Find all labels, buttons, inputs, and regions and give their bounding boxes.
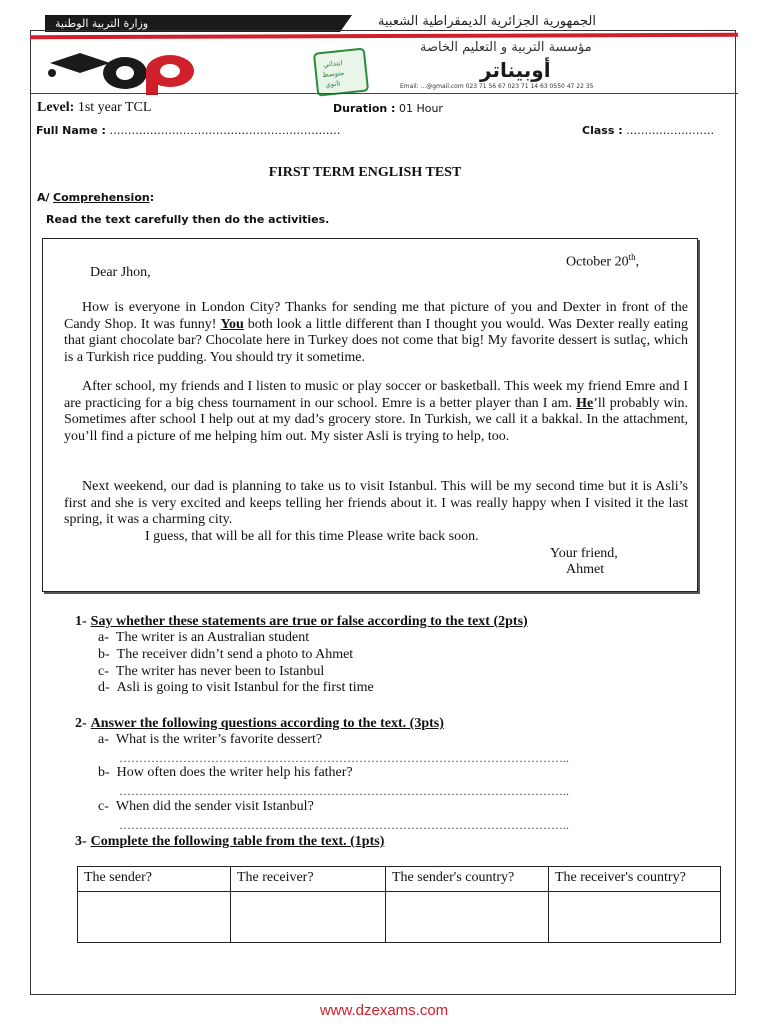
- level-value: 1st year TCL: [77, 100, 152, 115]
- p2-start: After school, my friends and I listen to music or play soccer or basketball. This week my friend Emre and I are practicing for a big chess tournament in our school. Emre is a better player than I am.: [64, 379, 688, 411]
- section-a-title: Comprehension: [53, 191, 150, 204]
- republic-text: الجمهورية الجزائرية الديمقراطية الشعبية: [378, 14, 596, 29]
- q1-d-letter: d-: [98, 680, 110, 695]
- header-sender: The sender?: [78, 867, 231, 892]
- footer-link[interactable]: www.dzexams.com: [319, 1002, 449, 1019]
- school-logo-icon: [40, 45, 210, 95]
- q2-answer-line-c[interactable]: …………………………………………………………………………………………………..: [119, 818, 569, 832]
- q2-a-letter: a-: [98, 732, 109, 747]
- duration-value: 01 Hour: [398, 102, 443, 115]
- letter-signature: Ahmet: [566, 562, 605, 577]
- date-text: October 20: [566, 254, 629, 270]
- q2-b-letter: b-: [98, 765, 110, 780]
- cell-receiver-country[interactable]: [549, 892, 721, 943]
- contact-line: Email: ...@gmail.com 023 71 56 67 023 71 14 63 0550 47 22 35: [400, 83, 594, 90]
- letter-closing: Your friend,: [550, 546, 618, 561]
- q1-b-letter: b-: [98, 647, 110, 662]
- svg-text:ثانوي: ثانوي: [324, 79, 341, 89]
- q2-number: 2-: [75, 716, 87, 731]
- q2-item-b: [98, 765, 353, 781]
- q3-heading: [75, 832, 384, 850]
- q1-item-c: [98, 664, 324, 680]
- p1-you: You: [220, 316, 244, 332]
- q2-answer-line-b[interactable]: …………………………………………………………………………………………………..: [119, 784, 569, 798]
- header-receiver: The receiver?: [231, 867, 386, 892]
- class-field[interactable]: ……………………: [626, 124, 715, 137]
- p2-end: ’ll probably win. Sometimes after school I help out at my dad’s grocery store. In Turkish, we call it a bakkal. In the attachment, you’ll find a picture of me helping him out. My sister Asli is trying to help, too.: [64, 395, 689, 444]
- fullname-label: Full Name :: [36, 124, 106, 137]
- fullname-row: [36, 124, 340, 137]
- section-a-suffix: :: [149, 191, 155, 204]
- q2-b-text: How often does the writer help his father?: [116, 765, 353, 780]
- school-brand: أوبيناتر: [480, 58, 551, 82]
- letter-greeting: Dear Jhon,: [90, 265, 151, 280]
- letter-date: [566, 252, 639, 271]
- duration-label: Duration :: [333, 102, 396, 115]
- header-receiver-country: The receiver's country?: [549, 867, 721, 892]
- q1-heading: [75, 612, 528, 630]
- letter-paragraph-4: I guess, that will be all for this time Please write back soon.: [145, 529, 479, 544]
- school-name: مؤسسة التربية و التعليم الخاصة: [420, 40, 592, 55]
- class-row: [582, 124, 714, 137]
- q2-c-text: When did the sender visit Istanbul?: [115, 799, 314, 814]
- q2-answer-line-a[interactable]: …………………………………………………………………………………………………..: [119, 751, 569, 765]
- section-a-prefix: A/: [37, 191, 50, 204]
- duration-row: [333, 102, 443, 115]
- q3-title: Complete the following table from the text. (1pts): [90, 834, 385, 849]
- info-table: [77, 866, 721, 943]
- q1-d-text: Asli is going to visit Istanbul for the first time: [116, 680, 374, 695]
- table-row: [78, 892, 721, 943]
- svg-text:ابتدائي: ابتدائي: [322, 58, 343, 69]
- q2-c-letter: c-: [98, 799, 109, 814]
- q1-c-letter: c-: [98, 664, 109, 679]
- q1-a-letter: a-: [98, 630, 109, 645]
- letter-paragraph-1: [64, 300, 688, 366]
- ministry-text: وزارة التربية الوطنية: [55, 17, 149, 30]
- q1-item-b: [98, 647, 353, 663]
- p1-start: How is everyone in London City? Thanks for sending me that picture of you and Dexter in front of the Candy Shop. It was funny!: [64, 300, 688, 332]
- q3-number: 3-: [75, 834, 87, 849]
- p2-he: He: [576, 395, 594, 411]
- header-rule: [30, 93, 738, 94]
- date-sup: th: [628, 252, 636, 262]
- level-label: Level:: [37, 100, 75, 115]
- section-a-heading: [37, 191, 154, 204]
- header-sender-country: The sender's country?: [386, 867, 549, 892]
- q2-heading: [75, 714, 444, 732]
- letter-paragraph-2: [64, 379, 688, 445]
- table-header-row: [78, 867, 721, 892]
- q1-item-d: [98, 680, 374, 696]
- q1-c-text: The writer has never been to Istanbul: [115, 664, 325, 679]
- q2-a-text: What is the writer’s favorite dessert?: [115, 732, 323, 747]
- q1-b-text: The receiver didn’t send a photo to Ahmet: [116, 647, 354, 662]
- q2-title: Answer the following questions according to the text. (3pts): [90, 716, 444, 731]
- cell-sender-country[interactable]: [386, 892, 549, 943]
- p1-end: both look a little different than I thought you would. Was Dexter really eating that giant chocolate bar? Chocolate here in Turkey does not come that big! My favorite dessert is sutlaç, which is a Turkish rice pudding. You should try it sometime.: [64, 316, 688, 365]
- fullname-field[interactable]: ………………………………………………………: [109, 124, 341, 137]
- q1-item-a: [98, 630, 309, 646]
- svg-text:متوسط: متوسط: [321, 68, 345, 80]
- section-a-instruction: Read the text carefully then do the activities.: [46, 213, 330, 226]
- q1-number: 1-: [75, 614, 87, 629]
- level-row: [37, 100, 151, 116]
- date-end: ,: [635, 254, 640, 270]
- class-label: Class :: [582, 124, 623, 137]
- q1-title: Say whether these statements are true or false according to the text (2pts): [90, 614, 528, 629]
- letter-paragraph-3: Next weekend, our dad is planning to take us to visit Istanbul. This will be my second time but it is Asli’s first and she is very excited and keeps telling her friends about it. I was really happy when I visited it the last spring, it was a charming city.: [64, 479, 688, 527]
- q2-item-a: [98, 732, 322, 748]
- q1-a-text: The writer is an Australian student: [115, 630, 310, 645]
- cell-sender[interactable]: [78, 892, 231, 943]
- q2-item-c: [98, 799, 314, 815]
- cell-receiver[interactable]: [231, 892, 386, 943]
- test-title: FIRST TERM ENGLISH TEST: [268, 165, 462, 180]
